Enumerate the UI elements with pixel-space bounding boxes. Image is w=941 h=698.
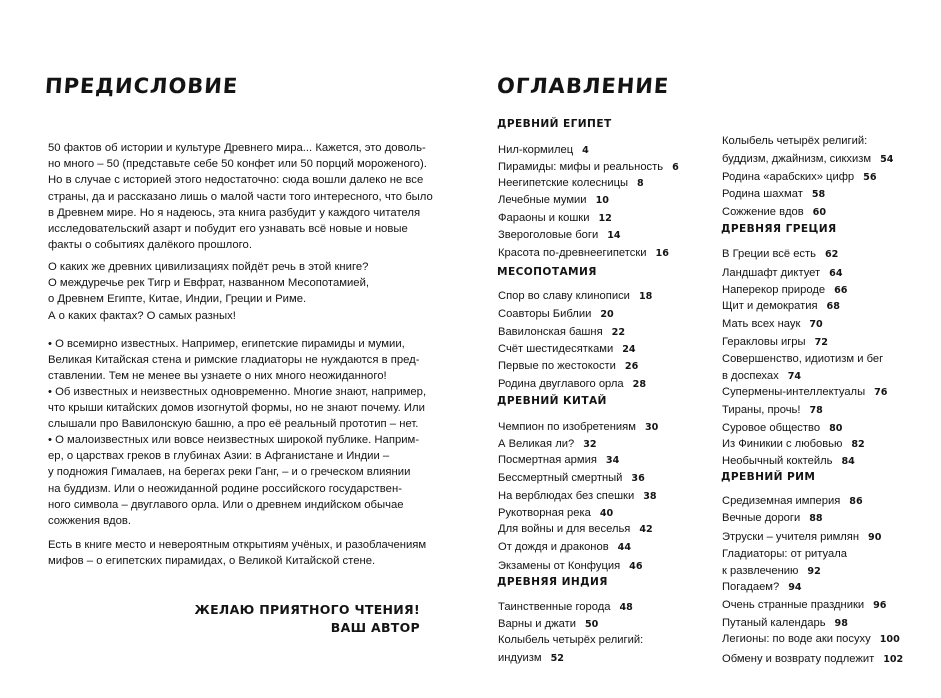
- toc-entry-title: Колыбель четырёх религий:: [498, 634, 644, 646]
- toc-entry[interactable]: [722, 437, 865, 452]
- toc-page-number: 54: [880, 154, 894, 165]
- toc-entry-title: Гладиаторы: от ритуала: [722, 548, 848, 560]
- toc-entry[interactable]: [498, 600, 633, 615]
- toc-page-number: 14: [607, 230, 621, 241]
- toc-entry-title: Родина шахмат: [722, 188, 803, 200]
- toc-entry[interactable]: [722, 511, 823, 526]
- toc-entry-title: Путаный календарь: [722, 617, 826, 629]
- toc-page-number: 50: [584, 619, 599, 630]
- toc-entry[interactable]: [722, 170, 877, 185]
- toc-entry[interactable]: [722, 205, 826, 220]
- toc-page-number: 48: [619, 602, 633, 613]
- section-greece: ДРЕВНЯЯ ГРЕЦИЯ: [721, 223, 837, 235]
- toc-page-number: 100: [879, 634, 900, 645]
- toc-entry[interactable]: [498, 489, 657, 504]
- toc-entry-title: Варны и джати: [498, 618, 576, 630]
- toc-entry[interactable]: [722, 335, 828, 350]
- toc-entry[interactable]: [498, 246, 669, 261]
- toc-page-number: 10: [595, 195, 609, 206]
- toc-entry[interactable]: [722, 317, 823, 332]
- toc-page-number: 46: [629, 561, 643, 572]
- toc-entry[interactable]: [498, 211, 612, 226]
- toc-entry[interactable]: [722, 652, 903, 667]
- toc-entry-title: Этруски – учителя римлян: [722, 531, 860, 543]
- toc-page-number: 72: [814, 337, 828, 348]
- text-line: что крыши китайских домов изогнутой формы, но не знают почему. Или: [48, 402, 425, 415]
- toc-page-number: 98: [834, 618, 848, 629]
- toc-entry[interactable]: [722, 266, 843, 281]
- bullet-known-unknown: [48, 384, 427, 433]
- toc-page-number: 18: [638, 291, 653, 302]
- toc-entry-title: к развлечению: [722, 565, 799, 577]
- toc-page-number: 84: [841, 456, 855, 467]
- toc-entry[interactable]: [498, 325, 625, 340]
- toc-entry[interactable]: [498, 342, 636, 357]
- toc-page-number: 66: [834, 285, 848, 296]
- toc-entry-title: Посмертная армия: [498, 454, 597, 466]
- section-egypt: ДРЕВНИЙ ЕГИПЕТ: [497, 118, 612, 130]
- text-line: мифов – о египетских пирамидах, о Великой Китайской стене.: [48, 555, 376, 568]
- text-line: ного символа – двуглавого орла. Или о древнем индийском обычае: [48, 498, 404, 511]
- toc-page-number: 86: [849, 496, 863, 507]
- text-line: • О всемирно известных. Например, египетские пирамиды и мумии,: [48, 338, 405, 350]
- text-line: на буддизм. Или о неожиданной родине российского государствен-: [48, 482, 402, 495]
- toc-entry[interactable]: [498, 228, 621, 243]
- toc-entry-title: Родина двуглавого орла: [498, 378, 624, 390]
- toc-entry[interactable]: [722, 580, 802, 595]
- toc-entry[interactable]: [498, 437, 597, 452]
- closing-paragraph: [48, 537, 427, 569]
- toc-page-number: 44: [617, 542, 632, 553]
- toc-entry-title: Соавторы Библии: [498, 308, 592, 320]
- toc-entry[interactable]: [722, 352, 883, 366]
- toc-entry-title: Счёт шестидесятками: [498, 343, 614, 355]
- text-line: 50 фактов об истории и культуре Древнего мира... Кажется, это доволь-: [48, 142, 426, 154]
- toc-page-number: 20: [600, 309, 614, 320]
- bullet-famous: [48, 336, 420, 385]
- toc-page-number: 56: [863, 172, 877, 183]
- toc-entry-title: Очень странные праздники: [722, 599, 865, 611]
- toc-page-number: 8: [637, 178, 644, 189]
- text-line: • О малоизвестных или вовсе неизвестных широкой публике. Наприм-: [48, 434, 420, 446]
- toc-entry[interactable]: [498, 506, 613, 521]
- toc-entry-title: Тираны, прочь!: [722, 404, 801, 416]
- toc-page-number: 30: [644, 422, 659, 433]
- toc-page-number: 78: [809, 405, 823, 416]
- signature-author: ВАШ АВТОР: [330, 620, 420, 635]
- page-title-contents: ОГЛАВЛЕНИЕ: [496, 74, 671, 98]
- toc-page-number: 68: [826, 301, 840, 312]
- toc-entry-title: Для войны и для веселья: [498, 523, 631, 535]
- toc-entry-title: Первые по жестокости: [498, 360, 616, 372]
- toc-entry[interactable]: [498, 143, 589, 158]
- toc-page-number: 6: [672, 162, 679, 173]
- toc-entry[interactable]: [722, 454, 855, 469]
- toc-entry-title: Рукотворная река: [498, 507, 591, 519]
- toc-page-number: 80: [829, 423, 843, 434]
- toc-entry-title: Неегипетские колесницы: [498, 177, 629, 189]
- toc-entry-title: Пирамиды: мифы и реальность: [498, 161, 664, 173]
- toc-entry-title: Необычный коктейль: [722, 455, 833, 467]
- toc-entry[interactable]: [722, 403, 823, 418]
- toc-entry[interactable]: [722, 494, 863, 509]
- question-paragraph: [48, 259, 416, 324]
- toc-entry-title: Чемпион по изобретениям: [498, 421, 636, 433]
- text-line: исследовательский азарт и побудит его узнавать всё новые и новые: [48, 223, 408, 236]
- toc-entry[interactable]: [722, 369, 801, 384]
- toc-entry-title: А Великая ли?: [498, 438, 575, 450]
- toc-entry-title: Звероголовые боги: [498, 229, 599, 241]
- toc-entry[interactable]: [722, 187, 825, 202]
- toc-page-number: 4: [582, 145, 589, 156]
- section-mesopotamia: МЕСОПОТАМИЯ: [497, 266, 597, 278]
- toc-page-number: 76: [874, 387, 888, 398]
- toc-entry-title: Колыбель четырёх религий:: [722, 135, 868, 147]
- toc-entry[interactable]: [722, 385, 887, 400]
- toc-entry[interactable]: [722, 547, 847, 561]
- toc-page-number: 52: [550, 653, 564, 664]
- toc-entry[interactable]: [722, 283, 847, 298]
- toc-entry-title: Легионы: по воде аки посуху: [722, 633, 871, 645]
- text-line: ставлении. Тем не менее вы узнаете о них много неожиданного!: [48, 370, 387, 383]
- toc-entry-title: Красота по-древнеегипетски: [498, 247, 647, 259]
- toc-entry-title: Вавилонская башня: [498, 326, 603, 338]
- toc-entry-title: буддизм, джайнизм, сикхизм: [722, 153, 872, 165]
- toc-entry-title: Обмену и возврату подлежит: [722, 653, 875, 665]
- text-line: • Об известных и неизвестных одновременно. Многие знают, например,: [48, 386, 427, 398]
- text-line: у подножия Гималаев, на берегах реки Ганг, – и о греческом влиянии: [48, 466, 411, 479]
- toc-entry-title: Ландшафт диктует: [722, 267, 821, 279]
- toc-entry-title: Экзамены от Конфуция: [498, 560, 621, 572]
- toc-entry-title: Геракловы игры: [722, 336, 806, 348]
- toc-page-number: 96: [873, 600, 887, 611]
- text-line: ер, о царствах греков в глубинах Азии: в Афганистане и Индии –: [48, 450, 390, 463]
- toc-entry[interactable]: [498, 176, 644, 191]
- toc-page-number: 94: [788, 582, 802, 593]
- toc-page-number: 26: [624, 361, 639, 372]
- toc-entry[interactable]: [722, 530, 881, 545]
- toc-page-number: 38: [643, 491, 657, 502]
- toc-entry[interactable]: [498, 359, 638, 374]
- text-line: О междуречье рек Тигр и Евфрат, названном Месопотамией,: [48, 277, 370, 290]
- toc-entry[interactable]: [722, 247, 838, 262]
- text-line: факты о событиях далёкого прошлого.: [48, 239, 252, 252]
- text-line: но много – 50 (представьте себе 50 конфет или 50 порций мороженого).: [48, 158, 427, 171]
- text-line: о Древнем Египте, Китае, Индии, Греции и Риме.: [48, 293, 307, 306]
- text-line: в Древнем мире. Но я надеюсь, эта книга разбудит у каждого читателя: [48, 206, 421, 219]
- text-line: слышали про Вавилонскую башню, а про её реальный прототип – нет.: [48, 418, 419, 431]
- toc-entry[interactable]: [722, 598, 886, 613]
- text-line: Но в случае с историей этого недостаточно: сюда вошли далеко не все: [48, 174, 424, 187]
- toc-entry-title: Суровое общество: [722, 422, 821, 434]
- toc-entry[interactable]: [722, 616, 848, 631]
- toc-page-number: 102: [883, 654, 904, 665]
- toc-entry[interactable]: [498, 617, 598, 632]
- toc-page-number: 28: [632, 379, 647, 390]
- toc-page-number: 90: [868, 532, 882, 543]
- toc-entry-title: Из Финикии с любовью: [722, 438, 843, 450]
- toc-entry-title: Погадаем?: [722, 581, 780, 593]
- toc-entry-title: Фараоны и кошки: [498, 212, 590, 224]
- toc-page-number: 62: [824, 249, 839, 260]
- toc-page-number: 40: [599, 508, 614, 519]
- toc-entry-title: Нил-кормилец: [498, 144, 574, 156]
- signature-wish: ЖЕЛАЮ ПРИЯТНОГО ЧТЕНИЯ!: [194, 602, 420, 617]
- text-line: Есть в книге место и невероятным открытиям учёных, и разоблачениям: [48, 539, 427, 551]
- text-line: О каких же древних цивилизациях пойдёт речь в этой книге?: [48, 261, 369, 273]
- text-line: сожжения вдов.: [48, 515, 132, 528]
- toc-entry-title: Средиземная империя: [722, 495, 841, 507]
- toc-page-number: 58: [811, 189, 826, 200]
- intro-paragraph: [48, 140, 433, 253]
- toc-page-number: 70: [809, 319, 823, 330]
- toc-entry[interactable]: [498, 307, 614, 322]
- toc-entry-title: Родина «арабских» цифр: [722, 171, 855, 183]
- bullet-little-known: [48, 432, 420, 529]
- toc-page-number: 42: [639, 524, 653, 535]
- toc-entry-title: Наперекор природе: [722, 284, 826, 296]
- toc-entry-title: Бессмертный смертный: [498, 472, 623, 484]
- toc-page-number: 16: [655, 248, 669, 259]
- toc-entry-title: Вечные дороги: [722, 512, 801, 524]
- toc-entry[interactable]: [498, 160, 679, 175]
- toc-entry-title: индуизм: [498, 652, 542, 664]
- section-china: ДРЕВНИЙ КИТАЙ: [497, 395, 607, 407]
- toc-entry[interactable]: [498, 289, 652, 304]
- toc-entry-title: в доспехах: [722, 370, 779, 382]
- toc-page-number: 22: [611, 327, 625, 338]
- toc-entry[interactable]: [498, 193, 609, 208]
- section-india: ДРЕВНЯЯ ИНДИЯ: [497, 576, 608, 588]
- page-title-preface: ПРЕДИСЛОВИЕ: [44, 74, 240, 98]
- toc-entry[interactable]: [722, 421, 842, 436]
- toc-entry-title: Таинственные города: [498, 601, 611, 613]
- toc-entry-title: В Греции всё есть: [722, 248, 816, 260]
- toc-entry[interactable]: [498, 633, 643, 647]
- toc-entry-title: Супермены-интеллектуалы: [722, 386, 866, 398]
- toc-page-number: 74: [787, 371, 802, 382]
- text-line: страны, да и рассказано лишь о малой части того интересного, что было: [48, 190, 433, 203]
- toc-entry-title: Спор во славу клинописи: [498, 290, 630, 302]
- toc-entry[interactable]: [498, 559, 643, 574]
- toc-entry-title: Сожжение вдов: [722, 206, 804, 218]
- toc-entry-title: Мать всех наук: [722, 318, 801, 330]
- toc-page-number: 32: [583, 439, 597, 450]
- toc-entry-title: Совершенство, идиотизм и бег: [722, 353, 884, 365]
- toc-entry[interactable]: [498, 377, 646, 392]
- text-line: Великая Китайская стена и римские гладиаторы не нуждаются в пред-: [48, 354, 420, 367]
- toc-entry-title: На верблюдах без спешки: [498, 490, 635, 502]
- toc-entry-title: От дождя и драконов: [498, 541, 609, 553]
- toc-entry[interactable]: [722, 564, 821, 579]
- toc-entry[interactable]: [722, 632, 900, 647]
- toc-page-number: 92: [807, 566, 821, 577]
- toc-page-number: 60: [812, 207, 826, 218]
- toc-entry[interactable]: [722, 134, 867, 148]
- toc-entry[interactable]: [722, 152, 893, 167]
- toc-entry[interactable]: [498, 471, 645, 486]
- toc-page-number: 64: [829, 268, 843, 279]
- text-line: А о каких фактах? О самых разных!: [48, 309, 236, 322]
- toc-entry-title: Лечебные мумии: [498, 194, 587, 206]
- toc-entry[interactable]: [722, 299, 840, 314]
- section-rome: ДРЕВНИЙ РИМ: [721, 471, 816, 483]
- toc-page-number: 34: [605, 455, 620, 466]
- toc-page-number: 82: [851, 439, 865, 450]
- toc-page-number: 24: [622, 344, 636, 355]
- toc-entry-title: Щит и демократия: [722, 300, 818, 312]
- toc-page-number: 36: [631, 473, 645, 484]
- toc-page-number: 12: [598, 213, 612, 224]
- toc-entry[interactable]: [498, 522, 653, 537]
- toc-entry[interactable]: [498, 540, 631, 555]
- toc-entry[interactable]: [498, 651, 564, 666]
- toc-page-number: 88: [809, 513, 823, 524]
- toc-entry[interactable]: [498, 420, 658, 435]
- toc-entry[interactable]: [498, 453, 619, 468]
